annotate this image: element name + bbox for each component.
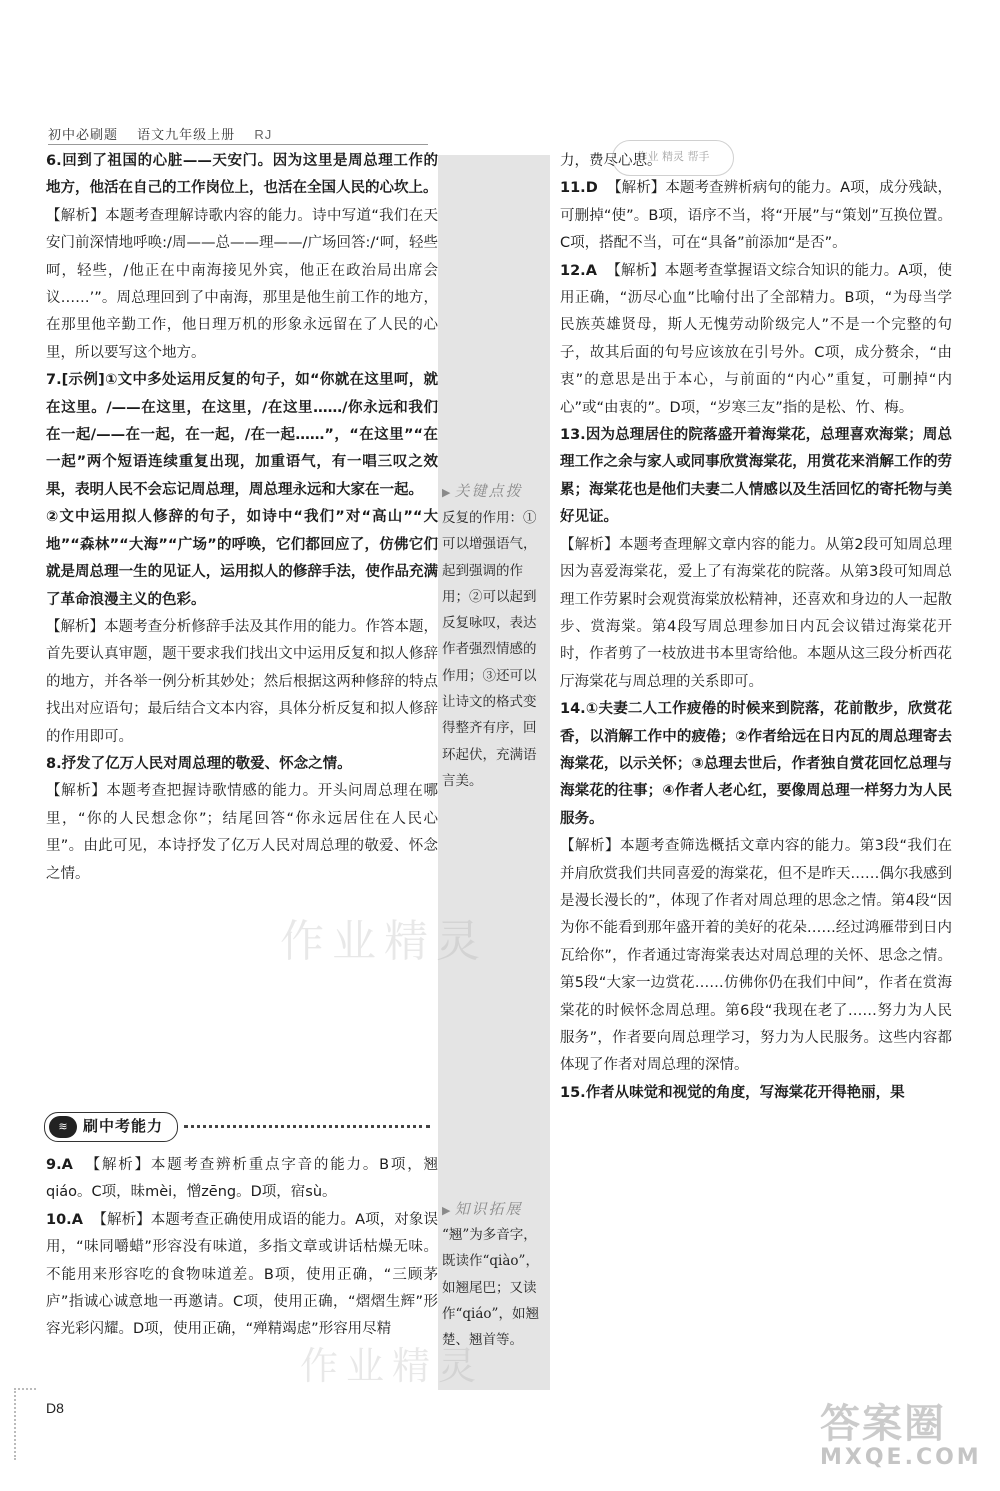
- q8-explanation: 【解析】本题考查把握诗歌情感的能力。开头问周总理在哪里，“你的人民想念你”；结尾回答“你永远居住在人民心里”。由此可见，本诗抒发了亿万人民对周总理的敬爱、怀念之情。: [46, 783, 438, 882]
- tip-heading-text: 关键点拨: [454, 482, 523, 500]
- q7-answer-2: ②文中运用拟人修辞的句子，如诗中“我们”对“高山”“大地”“森林”“大海”“广场”的呼唤，它们都回应了，仿佛它们就是周总理一生的见证人，运用拟人的修辞手法，使作品充满了革命浪漫主义的色彩。: [46, 509, 438, 608]
- left-column: [46, 148, 438, 888]
- tip-heading-knowledge: [442, 1198, 522, 1219]
- tip-heading-text: 知识拓展: [454, 1200, 523, 1218]
- watermark-mid: 作业精灵: [280, 916, 488, 967]
- q14-answer: 14.①夫妻二人工作疲倦的时候来到院落，花前散步，欣赏花香，以消解工作中的疲倦；②作者给远在日内瓦的周总理寄去海棠花，以示关怀；③总理去世后，作者独自赏花回忆总理与海棠花的往事；④作者人老心红，要像周总理一样努力为人民服务。: [560, 701, 952, 827]
- section-title: 刷中考能力: [83, 1117, 164, 1135]
- dotted-divider: [184, 1125, 430, 1128]
- triangle-icon: ▶: [442, 1204, 453, 1217]
- q10-continuation: 力，费尽心思。: [560, 153, 662, 169]
- edition-label: RJ: [254, 127, 273, 142]
- q12-item: 12.A 【解析】本题考查掌握语文综合知识的能力。A项，使用正确，“沥尽心血”比喻付出了全部精力。B项，“为母当学民族英雄贤母，斯人无愧劳动阶级完人”不是一个完整的句子，故其后面的句号应该放在引号外。C项，成分赘余，“由衷”的意思是出于本心，与前面的“内心”重复，可删掉“内心”或“由衷的”。D项，“岁寒三友”指的是松、竹、梅。: [560, 262, 953, 416]
- site-logo: [820, 1392, 982, 1470]
- left-column-lower: [46, 1152, 438, 1344]
- logo-title: 答案圈: [820, 1401, 946, 1447]
- right-column: [560, 148, 952, 1107]
- q14-explanation: 【解析】本题考查筛选概括文章内容的能力。第3段“我们在并肩欣赏我们共同喜爱的海棠花，但不是昨天……偶尔我感到是漫长漫长的”，体现了作者对周总理的思念之情。第4段“因为你不能看到那年盛开着的美好的花朵……经过鸿雁带到日内瓦给你”，作者通过寄海棠表达对周总理的关怀、思念之情。第5段“大家一边赏花……仿佛你仍在我们中间”，作者在赏海棠花的时候怀念周总理。第6段“我现在老了……努力为人民服务”，作者要向周总理学习，努力为人民服务。这些内容都体现了作者对周总理的深情。: [560, 838, 952, 1074]
- q15-answer: 15.作者从味觉和视觉的角度，写海棠花开得艳丽，果: [560, 1084, 905, 1101]
- q9-item: 9.A 【解析】本题考查辨析重点字音的能力。B项，翘qiáo。C项，昧mèi，憎zēng。D项，宿sù。: [46, 1157, 438, 1201]
- watermark-stamp: 作业 精灵 帮手: [612, 140, 734, 176]
- logo-domain: MXQE.COM: [820, 1445, 982, 1470]
- subject-title: 语文九年级上册: [137, 128, 236, 143]
- section-header: [44, 1112, 430, 1142]
- q13-answer: 13.因为总理居住的院落盛开着海棠花，总理喜欢海棠；周总理工作之余与家人或同事欣赏海棠花，用赏花来消解工作的劳累；海棠花也是他们夫妻二人情感以及生活回忆的寄托物与美好见证。: [560, 427, 952, 526]
- corner-mark: [14, 1388, 36, 1460]
- book-icon: ≋: [49, 1116, 77, 1138]
- watermark-bottom: 作业精灵: [300, 1344, 485, 1388]
- q6-answer: 6.回到了祖国的心脏——天安门。因为这里是周总理工作的地方，他活在自己的工作岗位上，也活在全国人民的心坎上。: [46, 153, 438, 197]
- page-number: D8: [46, 1400, 64, 1416]
- triangle-icon: ▶: [442, 486, 453, 499]
- q8-answer: 8.抒发了亿万人民对周总理的敬爱、怀念之情。: [46, 755, 352, 772]
- tip-heading-key-points: [442, 480, 522, 501]
- book-title: 初中必刷题: [48, 128, 119, 143]
- q7-explanation: 【解析】本题考查分析修辞手法及其作用的能力。作答本题，首先要认真审题，题干要求我们找出文中运用反复和拟人修辞的地方，并各举一例分析其妙处；然后根据这两种修辞的特点找出对应语句；最后结合文本内容，具体分析反复和拟人修辞的作用即可。: [46, 618, 438, 745]
- q11-item: 11.D 【解析】本题考查辨析病句的能力。A项，成分残缺，可删掉“使”。B项，语序不当，将“开展”与“策划”互换位置。C项，搭配不当，可在“具备”前添加“是否”。: [560, 180, 953, 252]
- tip-body-polyphone: “翘”为多音字，既读作“qiào”，如翘尾巴；又读作“qiáo”，如翘楚、翘首等。: [442, 1227, 539, 1349]
- section-badge: [44, 1112, 178, 1142]
- q10-item: 10.A 【解析】本题考查正确使用成语的能力。A项，对象误用，“味同嚼蜡”形容没有味道，多指文章或讲话枯燥无味。不能用来形容吃的食物味道差。B项，使用正确，“三顾茅庐”指诚心诚意地一再邀请。C项，使用正确，“熠熠生辉”形容光彩闪耀。D项，使用正确，“殚精竭虑”形容用尽精: [46, 1211, 439, 1338]
- q6-explanation: 【解析】本题考查理解诗歌内容的能力。诗中写道“我们在天安门前深情地呼唤:/周——总——理——/广场回答:/‘呵，轻些呵，轻些，/他正在中南海接见外宾，他正在政治局出席会议……’”。周总理回到了中南海，那里是他生前工作的地方，在那里他辛勤工作，他日理万机的形象永远留在了人民的心里，所以要写这个地方。: [46, 207, 438, 361]
- header-rule: [48, 144, 428, 145]
- q13-explanation: 【解析】本题考查理解文章内容的能力。从第2段可知周总理因为喜爱海棠花，爱上了有海棠花的院落。从第3段可知周总理工作劳累时会观赏海棠放松精神，还喜欢和身边的人一起散步、赏海棠。第4段写周总理参加日内瓦会议错过海棠花开时，作者剪了一枝放进书本里寄给他。本题从这三段分析西花厅海棠花与周总理的关系即可。: [560, 536, 952, 690]
- q7-answer-1: 7.[示例]①文中多处运用反复的句子，如“你就在这里呵，就在这里。/——在这里，在这里，/在这里……/你永远和我们在一起/——在一起，在一起，/在一起……”，“在这里”“在一起”两个短语连续重复出现，加重语气，有一唱三叹之效果，表明人民不会忘记周总理，周总理永远和大家在一起。: [46, 372, 438, 498]
- running-header: [48, 124, 286, 143]
- tip-body-repetition: 反复的作用：①可以增强语气，起到强调的作用；②可以起到反复咏叹，表达作者强烈情感的作用；③还可以让诗文的格式变得整齐有序，回环起伏，充满语言美。: [442, 510, 537, 789]
